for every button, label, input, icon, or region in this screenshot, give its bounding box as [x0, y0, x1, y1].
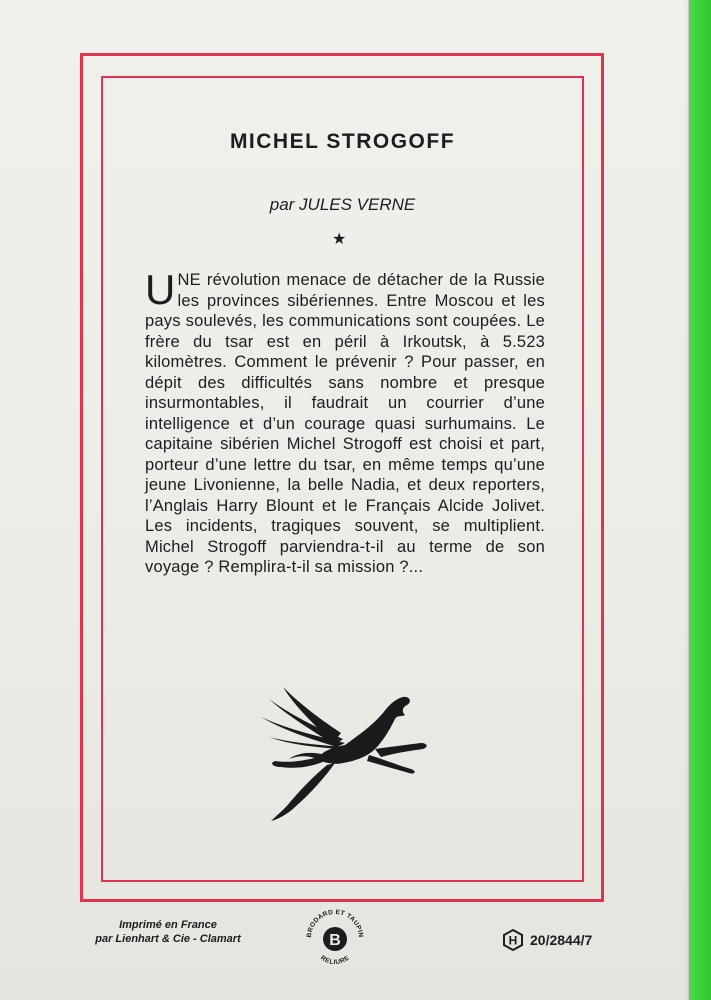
summary-text: NE révolution menace de détacher de la Russie les provinces sibériennes. Entre Moscou et les pays soulevés, les communications sont coupées. Le frère du tsar est en péril à Irkoutsk, à 5.523 kilomètres. Comment le prévenir ? Pour passer, en dépit des difficultés sans nombre et presque insurmontables, il faudrait un courrier d’une intelligence et d’un courage quasi surhumains. Le capitaine sibérien Michel Strogoff est choisi et part, porteur d’une lettre du tsar, en même temps qu’une jeune Livonienne, la belle Nadia, et deux reporters, l’Anglais Harry Blount et le Français Alcide Jolivet. Les incidents, tragiques souvent, se multiplient. Michel Strogoff parviendra-t-il au terme de son voyage ? Remplira-t-il sa mission ?...: [145, 271, 545, 576]
book-title: MICHEL STROGOFF: [229, 130, 456, 153]
hex-letter: H: [508, 933, 518, 948]
svg-text:RELIURE: [319, 954, 351, 966]
printer-line-2: par Lienhart & Cie - Clamart: [95, 933, 241, 945]
binder-name-top: BRODARD ET TAUPIN: [305, 908, 365, 938]
printer-line-1: Imprimé en France: [119, 919, 217, 931]
summary-dropcap: U: [145, 266, 176, 313]
printer-credit: [78, 918, 258, 946]
hexagon-h-icon: [502, 929, 524, 951]
book-summary: [145, 266, 545, 578]
green-spine: [688, 0, 711, 1000]
reference-number: 20/2844/7: [530, 932, 593, 948]
star-icon: ★: [332, 231, 347, 248]
book-author: par JULES VERNE: [269, 195, 416, 214]
brodard-taupin-logo: [303, 906, 367, 970]
binder-name-bottom: RELIURE: [319, 954, 351, 967]
catalog-reference: [502, 928, 652, 952]
binder-letter: B: [329, 932, 341, 949]
pegasus-icon: [255, 685, 435, 825]
